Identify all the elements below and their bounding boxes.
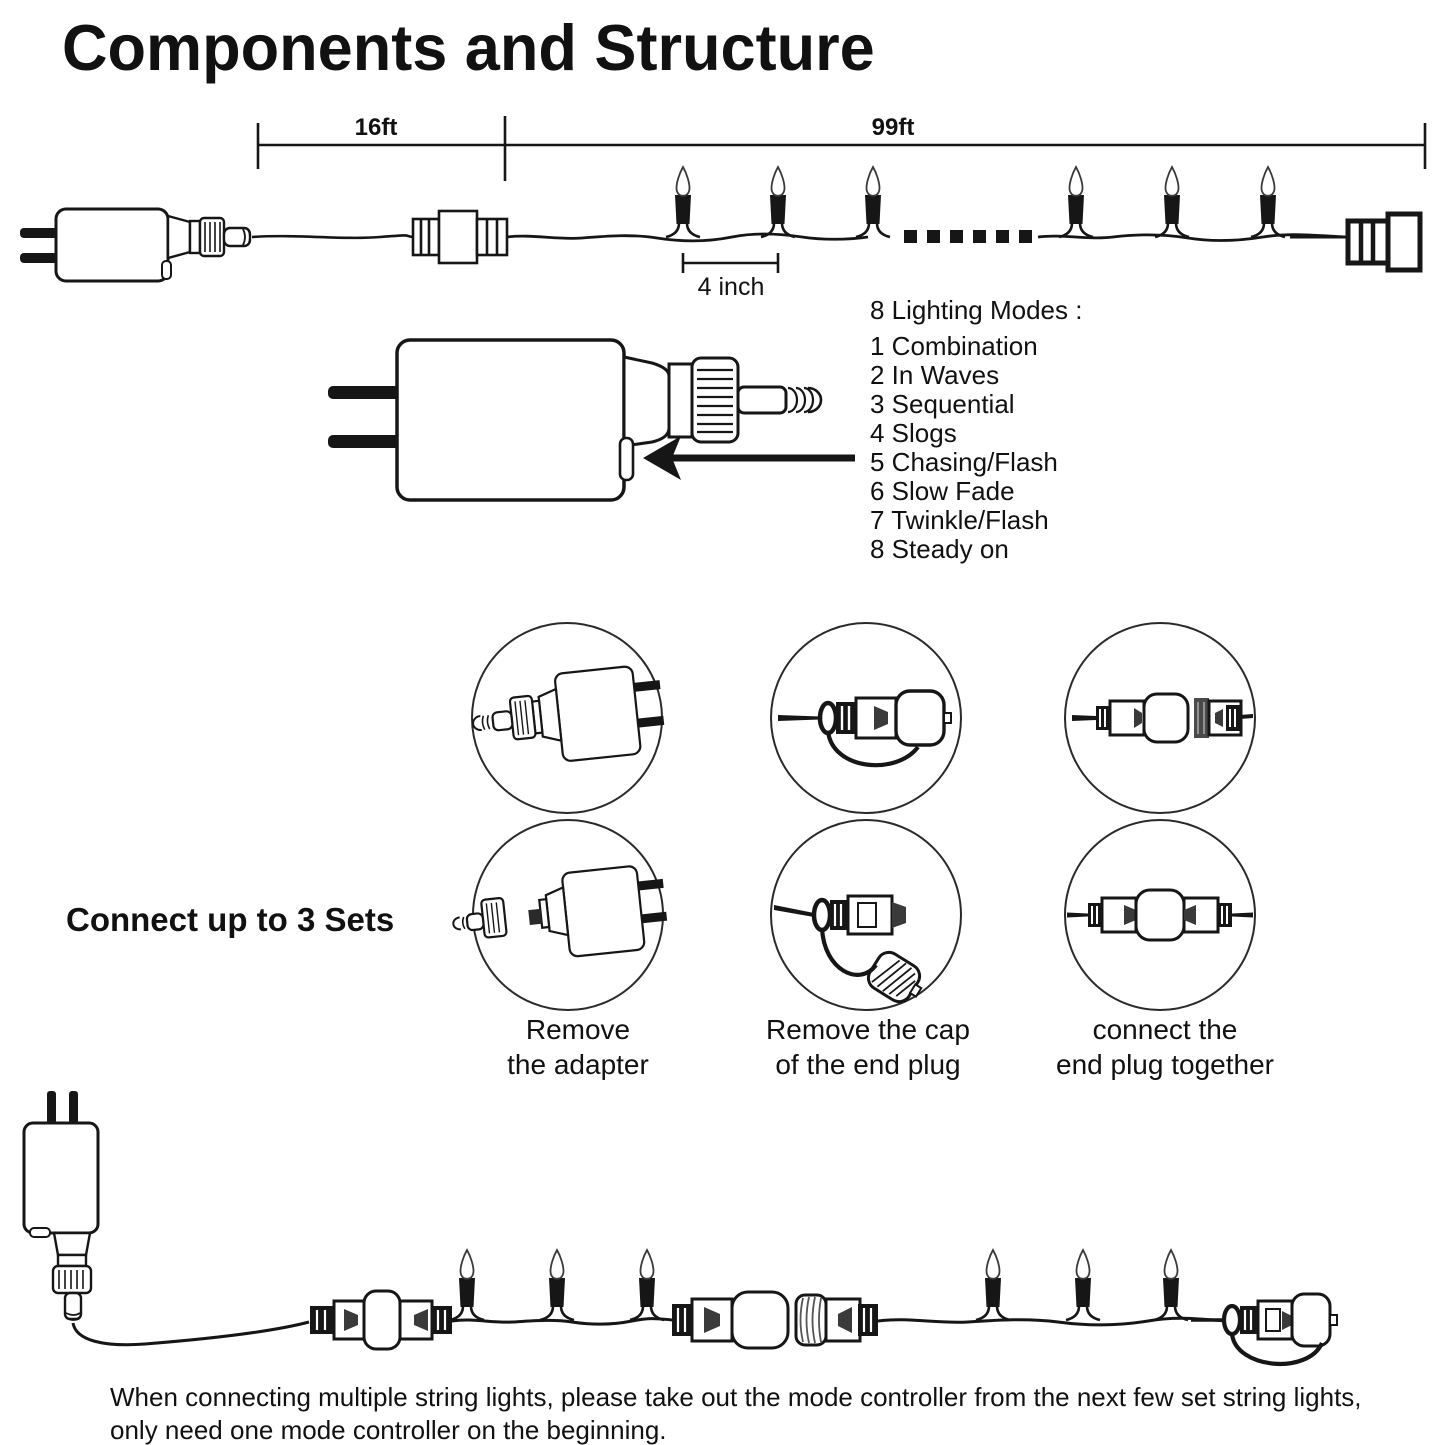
string-wire xyxy=(507,234,1345,241)
top-string-diagram xyxy=(0,95,1445,310)
lighting-mode-item: 2 In Waves xyxy=(870,360,1000,390)
mode-pointer-arrow xyxy=(643,436,855,480)
mode-controller-drawing xyxy=(328,340,821,500)
lighting-mode-item: 3 Sequential xyxy=(870,389,1015,419)
bottom-chain-diagram xyxy=(0,1085,1445,1380)
chain-coupler-connected xyxy=(310,1291,452,1349)
lighting-mode-item: 5 Chasing/Flash xyxy=(870,447,1058,477)
chain-wire xyxy=(73,1318,1225,1344)
ruler xyxy=(258,116,1425,181)
chain-adapter-drawing xyxy=(24,1091,98,1320)
ellipsis-dots xyxy=(904,230,1032,243)
lighting-mode-item: 1 Combination xyxy=(870,331,1038,361)
step-caption-remove-adapter: Remove the adapter xyxy=(507,1014,649,1080)
lighting-modes-heading: 8 Lighting Modes : xyxy=(870,295,1083,325)
end-plug-drawing xyxy=(1290,214,1420,270)
mode-controller-diagram xyxy=(300,330,860,550)
lighting-mode-item: 4 Slogs xyxy=(870,418,957,448)
page-title: Components and Structure xyxy=(62,11,875,84)
lighting-mode-item: 8 Steady on xyxy=(870,534,1009,564)
footer-note xyxy=(110,1381,1430,1445)
connection-steps-diagram xyxy=(440,615,1270,1055)
lighting-mode-item: 6 Slow Fade xyxy=(870,476,1015,506)
footer-line-1: When connecting multiple string lights, please take out the mode controller from the next few set string lights, xyxy=(110,1382,1362,1412)
inline-connector-drawing xyxy=(413,211,507,263)
mode-button xyxy=(620,438,633,480)
connect-sets-heading: Connect up to 3 Sets xyxy=(66,901,395,938)
step-caption-connect-plugs: connect the end plug together xyxy=(1056,1014,1274,1080)
lighting-modes-list xyxy=(870,296,1082,564)
chain-coupler-open xyxy=(672,1292,878,1348)
footer-line-2: only need one mode controller on the beginning. xyxy=(110,1415,667,1445)
ruler-16ft-label: 16ft xyxy=(354,114,398,141)
chain-end-plug xyxy=(1191,1294,1337,1364)
spacing-bracket xyxy=(683,253,778,273)
ruler-99ft-label: 99ft xyxy=(871,114,915,141)
spacing-label: 4 inch xyxy=(697,273,765,301)
power-adapter-drawing xyxy=(20,209,250,281)
step-caption-remove-cap: Remove the cap of the end plug xyxy=(766,1014,970,1080)
lead-wire xyxy=(252,235,414,237)
light-bulbs xyxy=(666,167,1285,237)
lighting-mode-item: 7 Twinkle/Flash xyxy=(870,505,1049,535)
